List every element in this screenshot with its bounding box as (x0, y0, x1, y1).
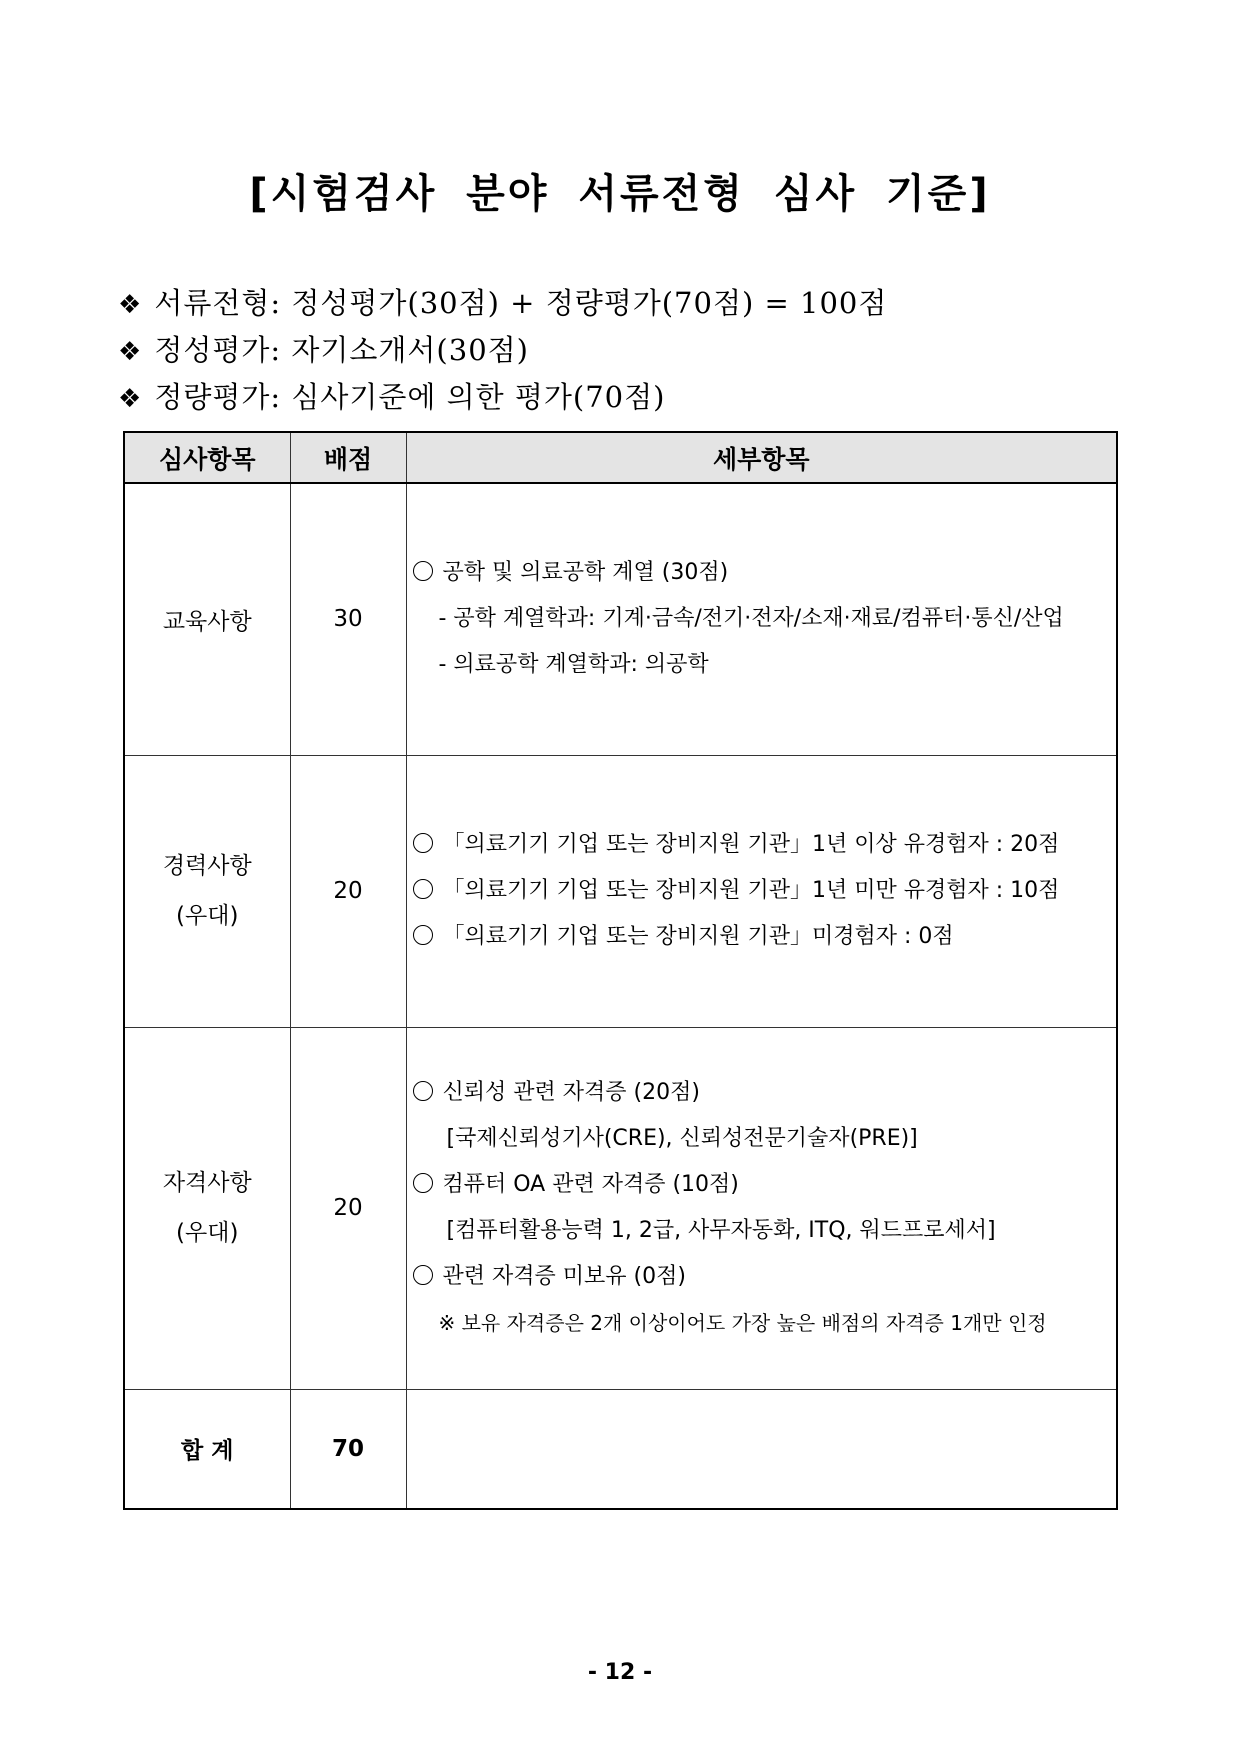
detail-line: 신뢰성 관련 자격증 (20점) (413, 1070, 1117, 1116)
detail-line: [국제신뢰성기사(CRE), 신뢰성전문기술자(PRE)] (446, 1126, 918, 1151)
circle-bullet-icon (413, 925, 433, 945)
score-cell: 30 (290, 483, 406, 755)
item-label: 경력사항 (162, 853, 252, 879)
table-row-experience (124, 755, 1117, 1027)
circle-bullet-icon (413, 833, 433, 853)
item-cell (124, 483, 290, 755)
table-row-total (124, 1389, 1117, 1509)
diamond-bullet-icon: ❖ (118, 290, 143, 320)
detail-note: ※ 보유 자격증은 2개 이상이어도 가장 높은 배점의 자격증 1개만 인정 (438, 1311, 1047, 1335)
header-score: 배점 (290, 432, 406, 483)
details-cell (406, 483, 1117, 755)
table-row-certification (124, 1027, 1117, 1389)
table-header-row (124, 432, 1117, 483)
detail-line: - 의료공학 계열학과: 의공학 (438, 652, 709, 678)
bullet-qualitative-evaluation (118, 327, 887, 374)
detail-line: [컴퓨터활용능력 1, 2급, 사무자동화, ITQ, 워드프로세서] (446, 1218, 996, 1243)
total-label: 합 계 (124, 1389, 290, 1509)
criteria-table (123, 431, 1118, 1510)
header-details: 세부항목 (406, 432, 1117, 483)
header-item: 심사항목 (124, 432, 290, 483)
circle-bullet-icon (413, 879, 433, 899)
circle-bullet-icon (413, 1173, 433, 1193)
summary-bullets (118, 280, 887, 421)
detail-line: 「의료기기 기업 또는 장비지원 기관」1년 미만 유경험자 : 10점 (413, 868, 1117, 914)
detail-line: 「의료기기 기업 또는 장비지원 기관」미경험자 : 0점 (413, 914, 1117, 960)
bullet-quantitative-evaluation (118, 374, 887, 421)
bullet-text: 정성평가: 자기소개서(30점) (154, 333, 529, 367)
page-number: - 12 - (587, 1660, 653, 1685)
item-sublabel: (우대) (176, 903, 239, 929)
details-cell (406, 755, 1117, 1027)
table-row-education (124, 483, 1117, 755)
item-sublabel: (우대) (176, 1220, 239, 1246)
circle-bullet-icon (413, 1265, 433, 1285)
circle-bullet-icon (413, 1081, 433, 1101)
details-cell (406, 1027, 1117, 1389)
bullet-document-screening (118, 280, 887, 327)
score-cell: 20 (290, 1027, 406, 1389)
detail-line: 「의료기기 기업 또는 장비지원 기관」1년 이상 유경험자 : 20점 (413, 822, 1117, 868)
bullet-text: 정량평가: 심사기준에 의한 평가(70점) (154, 380, 666, 414)
score-cell: 20 (290, 755, 406, 1027)
detail-line: - 공학 계열학과: 기계·금속/전기·전자/소재·재료/컴퓨터·통신/산업 (438, 606, 1064, 632)
item-label: 자격사항 (162, 1170, 252, 1196)
bullet-text: 서류전형: 정성평가(30점) + 정량평가(70점) = 100점 (154, 286, 888, 320)
detail-line: 컴퓨터 OA 관련 자격증 (10점) (413, 1162, 1117, 1208)
diamond-bullet-icon: ❖ (118, 337, 143, 367)
circle-bullet-icon (413, 561, 433, 581)
diamond-bullet-icon: ❖ (118, 384, 143, 414)
item-cell (124, 1027, 290, 1389)
total-details-cell (406, 1389, 1117, 1509)
page-title: [시험검사 분야 서류전형 심사 기준] (249, 171, 991, 217)
detail-line: 공학 및 의료공학 계열 (30점) (413, 550, 1117, 596)
item-cell (124, 755, 290, 1027)
total-score: 70 (290, 1389, 406, 1509)
item-label: 교육사항 (162, 608, 252, 635)
detail-line: 관련 자격증 미보유 (0점) (413, 1254, 1117, 1300)
